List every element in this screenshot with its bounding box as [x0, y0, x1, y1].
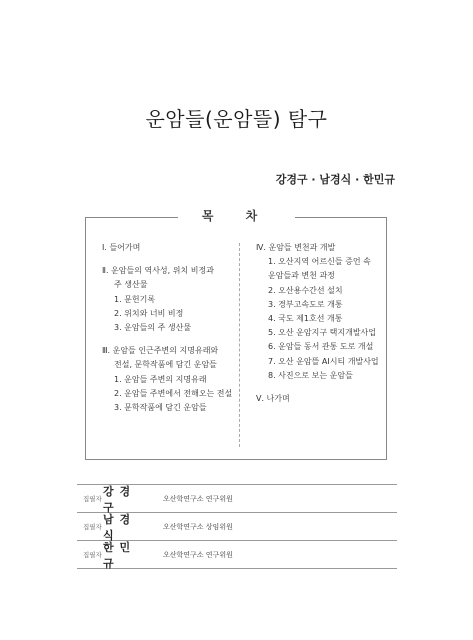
toc-box-bottom-border [85, 459, 387, 460]
toc-item: 3. 운암들의 주 생산물 [114, 322, 192, 332]
writer-row [77, 541, 397, 569]
toc-item: 2. 오산용수간선 설치 [268, 285, 343, 295]
toc-item: 8. 사진으로 보는 운암들 [268, 370, 353, 380]
toc-item: Ⅴ. 나가며 [256, 393, 290, 403]
author-list: 강경구 · 남경식 · 한민규 [275, 173, 395, 186]
writer-role: 집필자 [83, 523, 102, 531]
writer-role: 집필자 [83, 551, 102, 559]
toc-heading-text: 목 차 [178, 209, 295, 223]
toc-box-right-border [386, 217, 387, 459]
writer-row [77, 513, 397, 541]
toc-heading [0, 207, 473, 224]
writer-affiliation: 오산학연구소 연구위원 [163, 550, 233, 559]
toc-item: 7. 오산 운암뜰 AI시티 개발사업 [268, 356, 379, 366]
writer-role: 집필자 [83, 495, 102, 503]
toc-item: 6. 운암들 동서 관통 도로 개설 [268, 342, 374, 352]
toc-item: 2. 운암들 주변에서 전해오는 전설 [114, 388, 233, 398]
toc-right-column [256, 241, 379, 406]
document-title: 운암들(운암뜰) 탐구 [145, 107, 328, 131]
toc-item: Ⅰ. 들어가며 [102, 243, 141, 252]
writer-affiliation: 오산학연구소 연구위원 [163, 494, 233, 503]
toc-item: 3. 경부고속도로 개통 [268, 299, 343, 309]
toc-item: 3. 문학작품에 담긴 운암들 [114, 402, 207, 412]
toc-item: Ⅱ. 운암들의 역사성, 위치 비정과 [102, 266, 214, 276]
toc-left-column [102, 241, 232, 415]
toc-item: 주 생산물 [114, 280, 148, 290]
toc-item: Ⅳ. 운암들 변천과 개발 [256, 243, 336, 252]
toc-item: 1. 운암들 주변의 지명유래 [114, 374, 207, 384]
toc-item: Ⅲ. 운암들 인근주변의 지명유래와 [102, 346, 219, 356]
toc-box-left-border [85, 217, 86, 459]
writer-affiliation: 오산학연구소 상임위원 [163, 522, 233, 531]
toc-item: 1. 문헌기록 [114, 294, 156, 304]
toc-item: 운암들과 변천 과정 [268, 271, 335, 281]
toc-item: 5. 오산 운암지구 택지개발사업 [268, 328, 376, 338]
toc-item: 4. 국도 제1호선 개통 [268, 313, 343, 323]
toc-item: 전설, 문학작품에 담긴 운암들 [114, 360, 217, 370]
writer-name: 강 경 구 [103, 484, 132, 514]
writer-row [77, 484, 397, 513]
writer-name: 한 민 규 [103, 540, 132, 570]
writer-name: 남 경 식 [103, 512, 132, 542]
toc-item: 1. 오산지역 어르신들 증언 속 [268, 257, 371, 267]
writers-table [77, 484, 397, 569]
toc-divider [239, 243, 240, 447]
toc-item: 2. 위치와 너비 비정 [114, 308, 184, 318]
